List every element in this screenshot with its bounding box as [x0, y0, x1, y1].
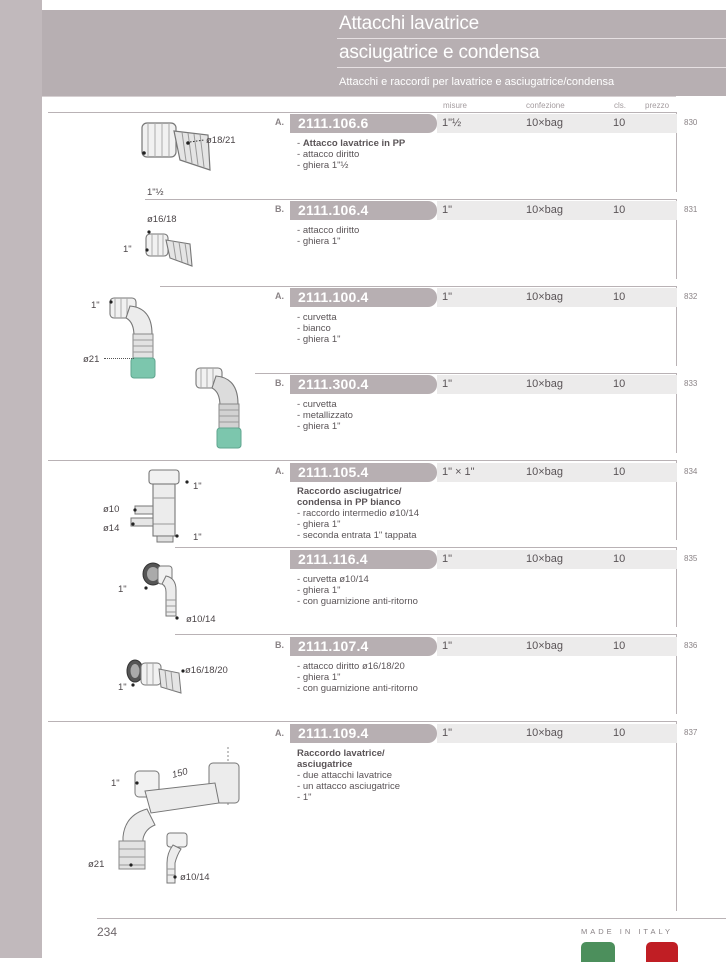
confezione-value: 10×bag	[526, 291, 564, 303]
washer-dryer-manifold-image	[105, 745, 245, 890]
leader-line	[104, 358, 134, 359]
header-divider	[337, 38, 726, 39]
misure-value: 1"½	[442, 117, 462, 129]
description-head: Raccordo lavatrice/ asciugatrice	[297, 748, 385, 770]
cls-value: 10	[613, 727, 626, 739]
column-header-cls: cls.	[614, 101, 626, 110]
section-title-line1: Attacchi lavatrice	[339, 13, 480, 34]
misure-value: 1"	[442, 378, 453, 390]
thread-label: 1"	[118, 584, 127, 595]
item-separator	[255, 373, 677, 374]
description-line: con guarnizione anti-ritorno	[302, 596, 418, 607]
description-line: ghiera 1"	[302, 421, 341, 432]
product-code-bar	[290, 201, 437, 220]
cls-value: 10	[613, 291, 626, 303]
confezione-value: 10×bag	[526, 640, 564, 652]
section-header	[42, 10, 726, 96]
dimension-label: ø10	[103, 504, 120, 515]
product-code-bar	[290, 550, 437, 569]
product-code-bar	[290, 463, 437, 482]
thread-label: 1"	[111, 778, 120, 789]
description-line: ghiera 1"	[302, 334, 341, 345]
cls-value: 10	[613, 553, 626, 565]
cls-value: 10	[613, 466, 626, 478]
group-separator	[48, 112, 677, 113]
product-code: 2111.116.4	[298, 551, 368, 567]
item-separator	[175, 634, 677, 635]
confezione-value: 10×bag	[526, 727, 564, 739]
description-line: attacco diritto ø16/18/20	[302, 661, 405, 672]
header-divider	[337, 67, 726, 68]
product-code: 2111.107.4	[298, 638, 369, 654]
dimension-label: ø10/14	[180, 872, 210, 883]
reference-number: 831	[684, 205, 698, 214]
description-line: curvetta	[302, 312, 337, 323]
product-description: - curvetta - bianco - ghiera 1"	[297, 312, 341, 345]
product-values-row	[437, 637, 677, 656]
reference-number: 837	[684, 728, 698, 737]
product-code: 2111.106.4	[298, 202, 369, 218]
cls-value: 10	[613, 378, 626, 390]
product-description: Raccordo lavatrice/ asciugatrice - due attacchi lavatrice - un attacco asciugatrice - 1"	[297, 748, 427, 803]
confezione-value: 10×bag	[526, 117, 564, 129]
variant-letter: B.	[275, 378, 284, 388]
product-code-bar	[290, 637, 437, 656]
confezione-value: 10×bag	[526, 466, 564, 478]
description-line: con guarnizione anti-ritorno	[302, 683, 418, 694]
page-sidebar-strip	[0, 0, 42, 958]
footer-rule	[97, 918, 726, 919]
misure-value: 1" × 1"	[442, 466, 475, 478]
confezione-value: 10×bag	[526, 553, 564, 565]
product-code: 2111.109.4	[298, 725, 369, 741]
product-description: - curvetta - metallizzato - ghiera 1"	[297, 399, 353, 432]
description-line: bianco	[302, 323, 331, 334]
product-values-row	[437, 201, 677, 220]
group-separator	[48, 460, 677, 461]
header-bottom-rule	[42, 96, 676, 97]
description-head: Attacco lavatrice in PP	[302, 138, 406, 149]
description-line: seconda entrata 1" tappata	[302, 530, 417, 541]
elbow-fitting-white-image	[100, 294, 160, 384]
straight-fitting-small-image	[140, 228, 200, 272]
column-header-prezzo: prezzo	[645, 101, 670, 110]
product-code-bar	[290, 288, 437, 307]
item-separator	[175, 547, 677, 548]
straight-fitting-large-image	[130, 115, 220, 185]
description-line: ghiera 1"	[302, 519, 341, 530]
section-title-line2: asciugatrice e condensa	[339, 42, 540, 63]
description-line: curvetta	[302, 399, 337, 410]
product-description: - Attacco lavatrice in PP - attacco diritto - ghiera 1"½	[297, 138, 406, 171]
variant-letter: A.	[275, 728, 284, 738]
thread-label: 1"	[123, 244, 132, 255]
confezione-value: 10×bag	[526, 204, 564, 216]
dimension-label: ø14	[103, 523, 120, 534]
description-line: due attacchi lavatrice	[302, 770, 393, 781]
reference-number: 830	[684, 118, 698, 127]
misure-value: 1"	[442, 291, 453, 303]
product-code: 2111.105.4	[298, 464, 369, 480]
group-separator	[48, 721, 677, 722]
dimension-label: ø21	[88, 859, 105, 870]
dryer-adapter-image	[125, 468, 200, 544]
product-values-row	[437, 114, 677, 133]
straight-antireturn-image	[125, 655, 185, 699]
elbow-antireturn-image	[140, 560, 190, 626]
variant-letter: A.	[275, 117, 284, 127]
column-header-confezione: confezione	[526, 101, 565, 110]
dimension-label: ø16/18/20	[185, 665, 228, 676]
product-description: - curvetta ø10/14 - ghiera 1" - con guarnizione anti-ritorno	[297, 574, 418, 607]
length-label: 150	[170, 766, 190, 781]
thread-label: 1"	[91, 300, 100, 311]
description-line: ghiera 1"	[302, 585, 341, 596]
reference-number: 833	[684, 379, 698, 388]
made-in-italy-label: MADE IN ITALY	[581, 927, 674, 936]
description-line: ghiera 1"	[302, 672, 341, 683]
product-code-bar	[290, 724, 437, 743]
description-line: un attacco asciugatrice	[302, 781, 400, 792]
product-code-bar	[290, 375, 437, 394]
product-code: 2111.106.6	[298, 115, 369, 131]
product-values-row	[437, 724, 677, 743]
description-line: 1"	[302, 792, 312, 803]
column-header-misure: misure	[443, 101, 468, 110]
dimension-label: ø18/21	[206, 135, 236, 146]
section-subtitle: Attacchi e raccordi per lavatrice e asciugatrice/condensa	[339, 76, 615, 88]
thread-label: 1"	[193, 481, 202, 492]
italy-flag-green-block	[581, 942, 615, 962]
product-code: 2111.100.4	[298, 289, 369, 305]
description-line: attacco diritto	[302, 225, 360, 236]
description-line: curvetta ø10/14	[302, 574, 369, 585]
thread-label: 1"	[193, 532, 202, 543]
variant-letter: A.	[275, 466, 284, 476]
group-separator	[160, 286, 677, 287]
misure-value: 1"	[442, 204, 453, 216]
product-description: Raccordo asciugatrice/ condensa in PP bianco - raccordo intermedio ø10/14 - ghiera 1" - seconda entrata 1" tappata	[297, 486, 447, 541]
thread-label: 1"	[118, 682, 127, 693]
dimension-label: ø10/14	[186, 614, 216, 625]
description-line: ghiera 1"	[302, 236, 341, 247]
product-code-bar	[290, 114, 437, 133]
reference-number: 835	[684, 554, 698, 563]
product-values-row	[437, 463, 677, 482]
description-line: raccordo intermedio ø10/14	[302, 508, 419, 519]
cls-value: 10	[613, 640, 626, 652]
italy-flag-red-block	[646, 942, 678, 962]
variant-letter: A.	[275, 291, 284, 301]
product-values-row	[437, 288, 677, 307]
misure-value: 1"	[442, 727, 453, 739]
reference-number: 836	[684, 641, 698, 650]
misure-value: 1"	[442, 553, 453, 565]
reference-number: 832	[684, 292, 698, 301]
description-line: ghiera 1"½	[302, 160, 349, 171]
product-code: 2111.300.4	[298, 376, 369, 392]
cls-value: 10	[613, 204, 626, 216]
reference-number: 834	[684, 467, 698, 476]
item-separator	[145, 199, 677, 200]
misure-value: 1"	[442, 640, 453, 652]
thread-label: 1"½	[147, 187, 164, 198]
confezione-value: 10×bag	[526, 378, 564, 390]
page-number: 234	[97, 925, 118, 939]
cls-value: 10	[613, 117, 626, 129]
dimension-label: ø16/18	[147, 214, 177, 225]
description-line: metallizzato	[302, 410, 353, 421]
product-description: - attacco diritto ø16/18/20 - ghiera 1" - con guarnizione anti-ritorno	[297, 661, 418, 694]
description-line: attacco diritto	[302, 149, 360, 160]
product-description: - attacco diritto - ghiera 1"	[297, 225, 360, 247]
row-bracket	[676, 721, 677, 911]
variant-letter: B.	[275, 204, 284, 214]
dimension-label: ø21	[83, 354, 100, 365]
elbow-fitting-metallized-image	[186, 364, 246, 454]
product-values-row	[437, 375, 677, 394]
product-values-row	[437, 550, 677, 569]
variant-letter: B.	[275, 640, 284, 650]
description-head: Raccordo asciugatrice/ condensa in PP bianco	[297, 486, 402, 508]
